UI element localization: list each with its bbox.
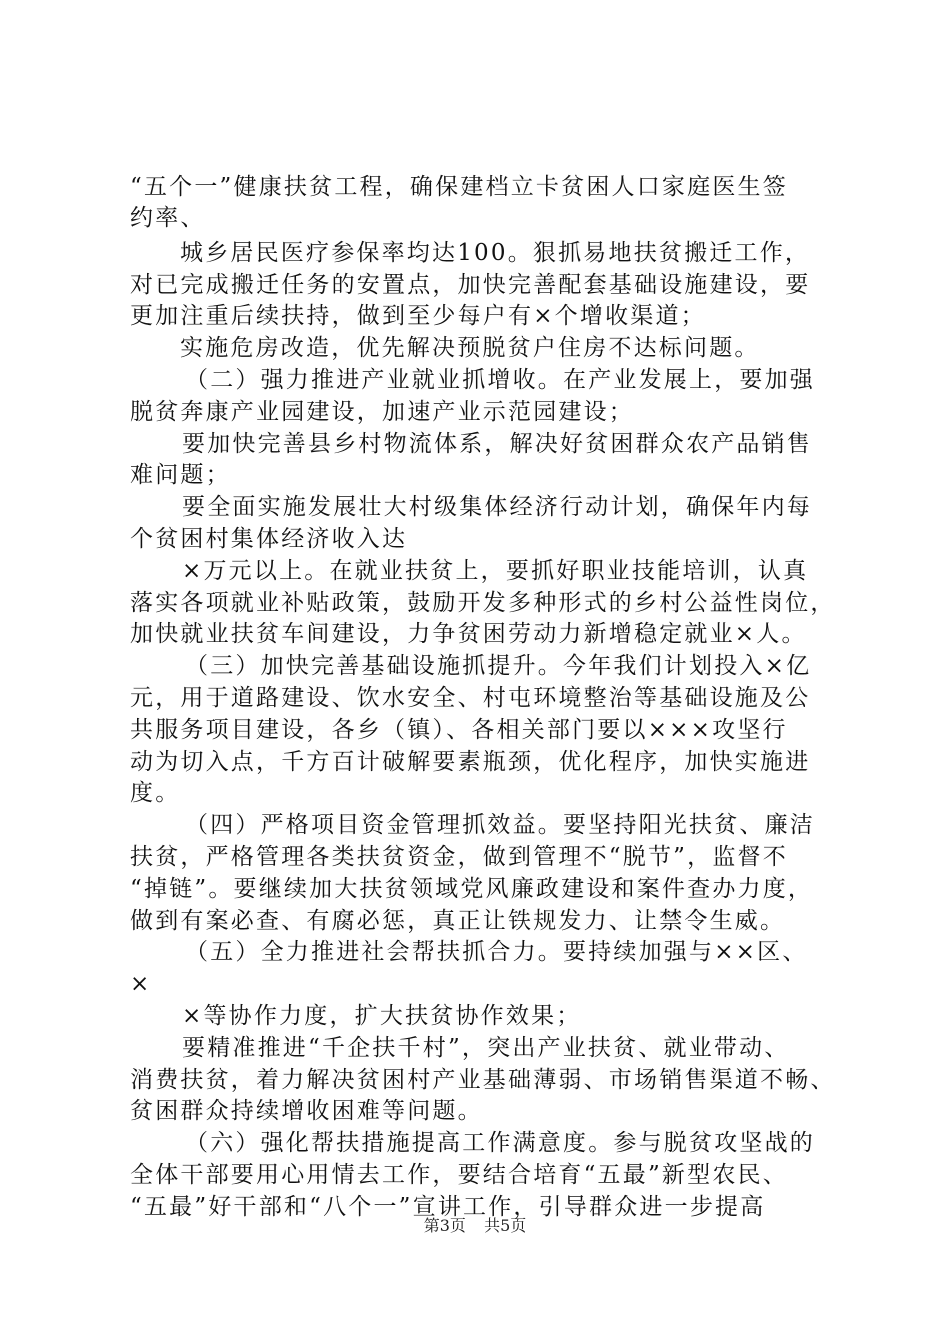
section-heading: （三）加快完善基础设施抓提升。今年我们计划投入×亿 [185,653,812,679]
text-line: 加快就业扶贫车间建设，力争贫困劳动力新增稳定就业×人。 [130,621,807,647]
text-line: 个贫困村集体经济收入达 [130,526,408,552]
text-line: 扶贫，严格管理各类扶贫资金，做到管理不“脱节”，监督不 [130,844,788,870]
page-footer [0,1216,950,1236]
text-line: 做到有案必查、有腐必惩，真正让铁规发力、让禁令生威。 [130,908,786,934]
text-line: ×万元以上。在就业扶贫上，要抓好职业技能培训，认真 [182,558,809,584]
text-line: “五个一”健康扶贫工程，确保建档立卡贫困人口家庭医生签 [130,174,788,200]
section-heading: （六）强化帮扶措施提高工作满意度。参与脱贫攻坚战的 [185,1130,815,1156]
text-line: × [130,971,152,997]
page-number: 第3页 [423,1216,466,1235]
text-line: 要全面实施发展壮大村级集体经济行动计划，确保年内每 [182,494,812,520]
text-line: 动为切入点，千方百计破解要素瓶颈，优化程序，加快实施进 [130,749,811,775]
text-line: 对已完成搬迁任务的安置点，加快完善配套基础设施建设，要 [130,272,811,298]
text-line: 城乡居民医疗参保率均达100。狠抓易地扶贫搬迁工作， [180,240,811,266]
text-line: ×等协作力度，扩大扶贫协作效果； [182,1003,582,1029]
text-line: 全体干部要用心用情去工作，要结合培育“五最”新型农民、 [130,1162,788,1188]
text-line: 落实各项就业补贴政策，鼓励开发多种形式的乡村公益性岗位， [130,590,836,616]
text-line: 实施危房改造，优先解决预脱贫户住房不达标问题。 [180,335,760,361]
text-line: “五最”好干部和“八个一”宣讲工作，引导群众进一步提高 [130,1194,766,1220]
section-heading: （四）严格项目资金管理抓效益。要坚持阳光扶贫、廉洁 [185,812,815,838]
page-total: 共5页 [484,1216,527,1235]
section-heading: （五）全力推进社会帮扶抓合力。要持续加强与××区、 [185,939,808,965]
text-line: 更加注重后续扶持，做到至少每户有×个增收渠道； [130,303,706,329]
text-line: “掉链”。要继续加大扶贫领域党风廉政建设和案件查办力度， [130,876,814,902]
text-line: 要精准推进“千企扶千村”，突出产业扶贫、就业带动、 [182,1035,790,1061]
section-heading: （二）强力推进产业就业抓增收。在产业发展上，要加强 [185,367,815,393]
text-line: 元，用于道路建设、饮水安全、村屯环境整治等基础设施及公 [130,685,811,711]
text-line: 脱贫奔康产业园建设，加速产业示范园建设； [130,399,634,425]
text-line: 约率、 [130,205,206,231]
text-line: 度。 [130,780,181,806]
text-line: 要加快完善县乡村物流体系，解决好贫困群众农产品销售 [182,431,812,457]
text-line: 共服务项目建设，各乡（镇）、各相关部门要以×××攻坚行 [130,717,788,743]
text-line: 难问题； [130,462,231,488]
text-line: 消费扶贫，着力解决贫困村产业基础薄弱、市场销售渠道不畅、 [130,1067,836,1093]
text-line: 贫困群众持续增收困难等问题。 [130,1098,483,1124]
